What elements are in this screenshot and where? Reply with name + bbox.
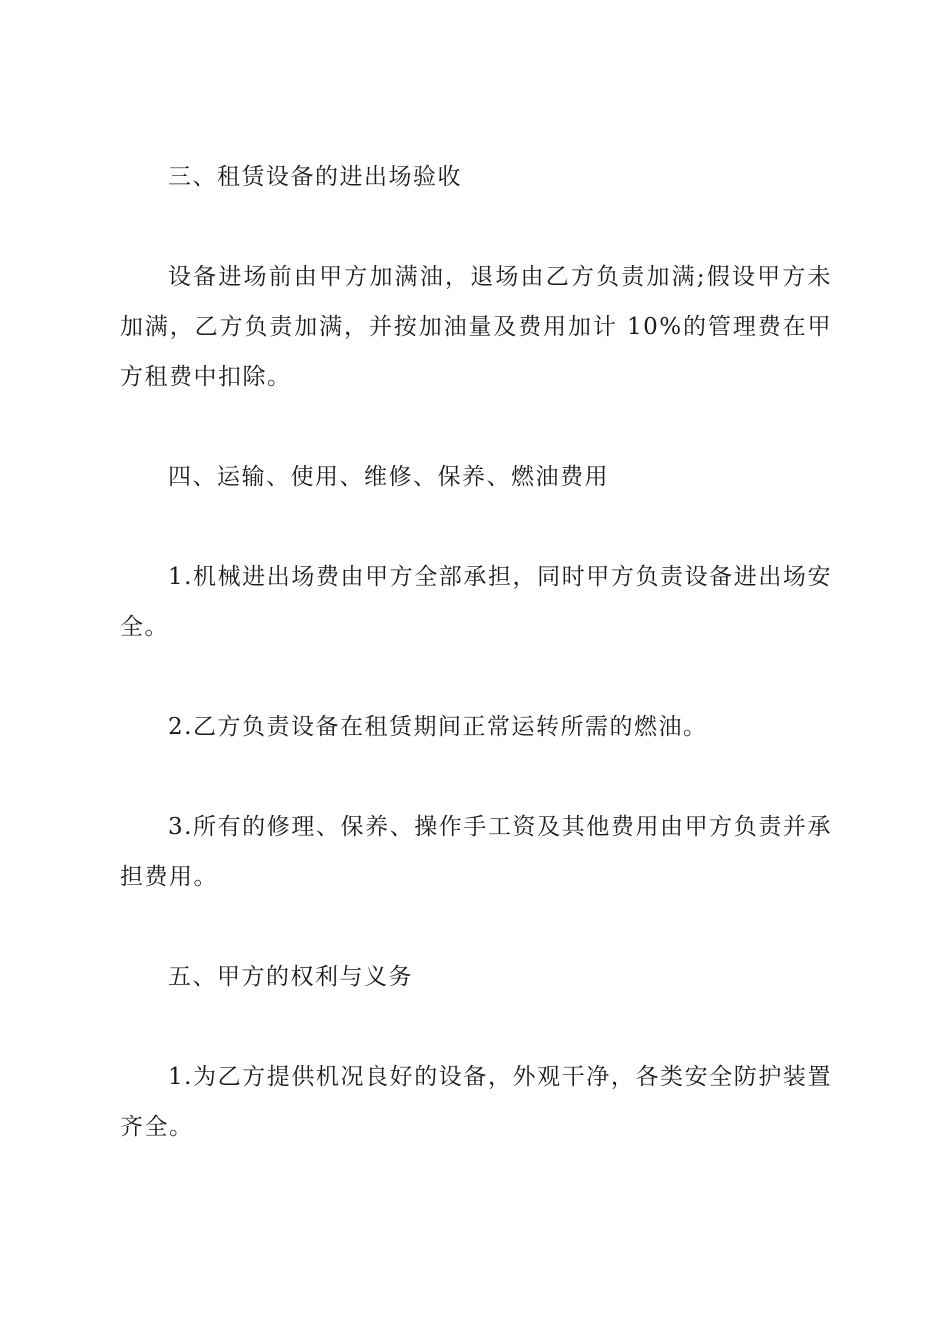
paragraph-gap [120,202,832,252]
paragraph-gap [120,652,832,702]
paragraph-item-5-1: 1.为乙方提供机况良好的设备，外观干净，各类安全防护装置齐全。 [120,1064,832,1140]
paragraph-gap [120,752,832,802]
paragraph-gap [120,902,832,952]
paragraph-item-4-2: 2.乙方负责设备在租赁期间正常运转所需的燃油。 [168,714,708,740]
paragraph-gap [120,502,832,552]
paragraph-fuel-acceptance: 设备进场前由甲方加满油，退场由乙方负责加满;假设甲方未加满，乙方负责加满，并按加油量及费用加计 10%的管理费在甲方租费中扣除。 [120,264,832,390]
paragraph-item-4-1: 1.机械进出场费由甲方全部承担，同时甲方负责设备进出场安全。 [120,564,832,640]
paragraph-gap [120,402,832,452]
section-heading-5: 五、甲方的权利与义务 [168,964,413,990]
document-body [120,152,832,1152]
section-heading-3: 三、租赁设备的进出场验收 [168,164,462,190]
paragraph-item-4-3: 3.所有的修理、保养、操作手工资及其他费用由甲方负责并承担费用。 [120,814,832,890]
section-heading-4: 四、运输、使用、维修、保养、燃油费用 [168,464,609,490]
paragraph-gap [120,1002,832,1052]
